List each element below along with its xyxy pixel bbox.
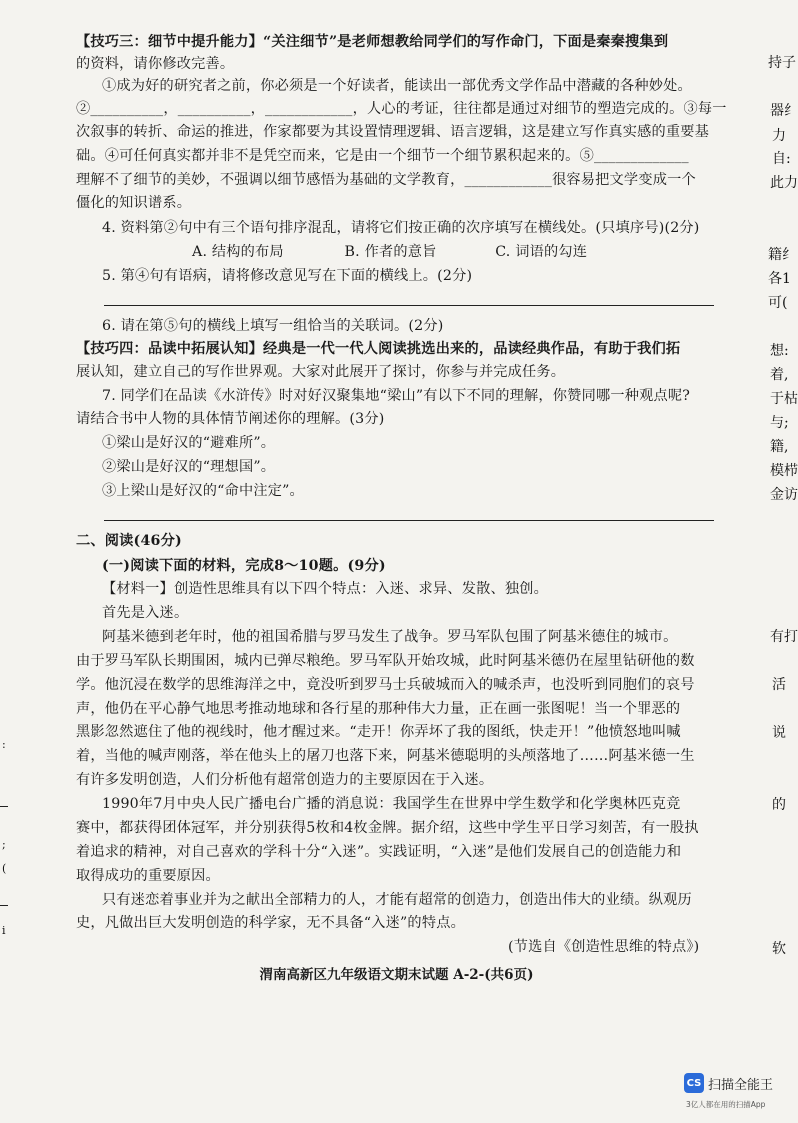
answer-line bbox=[104, 520, 714, 521]
question-5: 5. 第④句有语病，请将修改意见写在下面的横线上。(2分) bbox=[102, 268, 473, 284]
margin-mark: : bbox=[2, 738, 6, 751]
margin-fragment: 有打 bbox=[770, 629, 798, 645]
scanner-watermark bbox=[684, 1073, 773, 1093]
margin-tick bbox=[0, 905, 8, 906]
text-line: 赛中，都获得团体冠军，并分别获得5枚和4枚金牌。据介绍，这些中学生平日学习刻苦，有一股执 bbox=[76, 820, 699, 836]
viewpoint-1: ①梁山是好汉的“避难所”。 bbox=[102, 435, 276, 451]
viewpoint-2: ②梁山是好汉的“理想国”。 bbox=[102, 459, 276, 475]
text-line: 僵化的知识谱系。 bbox=[76, 195, 192, 211]
margin-fragment: 着, bbox=[770, 367, 789, 383]
text-line: ②__________，__________，____________，人心的考证，往往都是通过对细节的塑造完成的。③每一 bbox=[76, 101, 727, 117]
text-line: 阿基米德到老年时，他的祖国希腊与罗马发生了战争。罗马军队包围了阿基米德住的城市。 bbox=[102, 629, 678, 645]
question-6: 6. 请在第⑤句的横线上填写一组恰当的关联词。(2分) bbox=[102, 318, 444, 334]
margin-mark: ( bbox=[2, 862, 7, 875]
text-line: 学。他沉浸在数学的思维海洋之中，竟没听到罗马士兵破城而入的喊杀声，也没听到同胞们的哀号 bbox=[76, 677, 695, 693]
text-line: 次叙事的转折、命运的推进，作家都要为其设置情理逻辑、语言逻辑，这是建立写作真实感的重要基 bbox=[76, 124, 710, 140]
text-line: 由于罗马军队长期围困，城内已弹尽粮绝。罗马军队开始攻城，此时阿基米德仍在屋里钻研他的数 bbox=[76, 653, 695, 669]
margin-fragment: 软 bbox=[772, 941, 786, 957]
text-line: 有许多发明创造，人们分析他有超常创造力的主要原因在于入迷。 bbox=[76, 772, 494, 788]
answer-line bbox=[104, 305, 714, 306]
margin-fragment: 籍纟 bbox=[768, 247, 796, 263]
text-line: 只有迷恋着事业并为之献出全部精力的人，才能有超常的创造力，创造出伟大的业绩。纵观历 bbox=[102, 892, 692, 908]
tip4-heading-line: 【技巧四：品读中拓展认知】经典是一代一代人阅读挑选出来的，品读经典作品，有助于我们拓 bbox=[76, 341, 681, 357]
margin-fragment: 自: bbox=[772, 151, 791, 167]
question-7: 7. 同学们在品读《水浒传》时对好汉聚集地“梁山”有以下不同的理解，你赞同哪一种观点呢? bbox=[102, 388, 691, 404]
margin-fragment: 持子 bbox=[768, 55, 796, 71]
text-line: 着追求的精神，对自己喜欢的学科十分“入迷”。实践证明，“入迷”是他们发展自己的创造能力和 bbox=[76, 844, 682, 860]
camscanner-logo-icon: CS bbox=[684, 1073, 704, 1093]
margin-fragment: 于枯 bbox=[770, 391, 798, 407]
option-b: B. 作者的意旨 bbox=[344, 244, 437, 260]
text-line: 础。④可任何真实都并非不是凭空而来，它是由一个细节一个细节累积起来的。⑤_____________ bbox=[76, 148, 689, 164]
question-4: 4. 资料第②句中有三个语句排序混乱，请将它们按正确的次序填写在横线处。(只填序号)(2分) bbox=[102, 220, 700, 236]
margin-fragment: 活 bbox=[772, 677, 786, 693]
margin-fragment: 各1 bbox=[768, 271, 791, 287]
option-a: A. 结构的布局 bbox=[192, 244, 284, 260]
watermark-tagline: 3亿人都在用的扫描App bbox=[686, 1100, 766, 1109]
page-footer: 渭南高新区九年级语文期末试题 A-2-(共6页) bbox=[259, 967, 534, 983]
margin-fragment: 的 bbox=[772, 797, 786, 813]
text-line: 黑影忽然遮住了他的视线时，他才醒过来。“走开！你弄坏了我的图纸，快走开！”他愤怒地叫喊 bbox=[76, 724, 681, 740]
question-4-options bbox=[192, 242, 587, 262]
material-1-intro: 【材料一】创造性思维具有以下四个特点：入迷、求异、发散、独创。 bbox=[102, 581, 549, 597]
text-line: ①成为好的研究者之前，你必须是一个好读者，能读出一部优秀文学作品中潜藏的各种妙处。 bbox=[102, 78, 692, 94]
margin-fragment: 籍, bbox=[770, 439, 789, 455]
section-title: 二、阅读(46分) bbox=[76, 533, 182, 549]
text-line: 取得成功的重要原因。 bbox=[76, 868, 220, 884]
margin-mark: ; bbox=[2, 838, 6, 851]
viewpoint-3: ③上梁山是好汉的“命中注定”。 bbox=[102, 483, 304, 499]
text-line: 首先是入迷。 bbox=[102, 605, 189, 621]
text-line: 史，凡做出巨大发明创造的科学家，无不具备“入迷”的特点。 bbox=[76, 915, 465, 931]
subsection-title: (一)阅读下面的材料，完成8～10题。(9分) bbox=[102, 558, 386, 574]
text-line: 展认知，建立自己的写作世界观。大家对此展开了探讨，你参与并完成任务。 bbox=[76, 364, 566, 380]
margin-fragment: 可( bbox=[768, 295, 788, 311]
text-line: 声，他仍在平心静气地思考推动地球和各行星的那种伟大力量，正在画一张图呢！当一个罪恶的 bbox=[76, 701, 681, 717]
margin-mark: i bbox=[2, 924, 6, 937]
margin-tick bbox=[0, 806, 8, 807]
tip3-heading-line: 【技巧三：细节中提升能力】“关注细节”是老师想教给同学们的写作命门，下面是秦秦搜集到 bbox=[76, 34, 669, 50]
margin-fragment: 与; bbox=[770, 415, 789, 431]
margin-fragment: 此力 bbox=[770, 175, 798, 191]
watermark-brand: 扫描全能王 bbox=[708, 1077, 774, 1093]
source-note: (节选自《创造性思维的特点》) bbox=[508, 939, 700, 955]
margin-fragment: 金访 bbox=[770, 487, 798, 503]
text-line: 1990年7月中央人民广播电台广播的消息说：我国学生在世界中学生数学和化学奥林匹克竞 bbox=[102, 796, 681, 812]
text-line: 请结合书中人物的具体情节阐述你的理解。(3分) bbox=[76, 411, 385, 427]
margin-fragment: 器纟 bbox=[770, 103, 798, 119]
margin-fragment: 模栉 bbox=[770, 463, 798, 479]
text-line: 的资料，请你修改完善。 bbox=[76, 56, 235, 72]
option-c: C. 词语的勾连 bbox=[495, 244, 588, 260]
margin-fragment: 力 bbox=[772, 128, 786, 144]
margin-fragment: 说 bbox=[772, 725, 786, 741]
text-line: 理解不了细节的美妙，不强调以细节感悟为基础的文学教育，____________很容易把文学变成一个 bbox=[76, 172, 696, 188]
margin-fragment: 想: bbox=[770, 343, 789, 359]
text-line: 着，当他的喊声刚落，举在他头上的屠刀也落下来，阿基米德聪明的头颅落地了……阿基米德一生 bbox=[76, 748, 695, 764]
